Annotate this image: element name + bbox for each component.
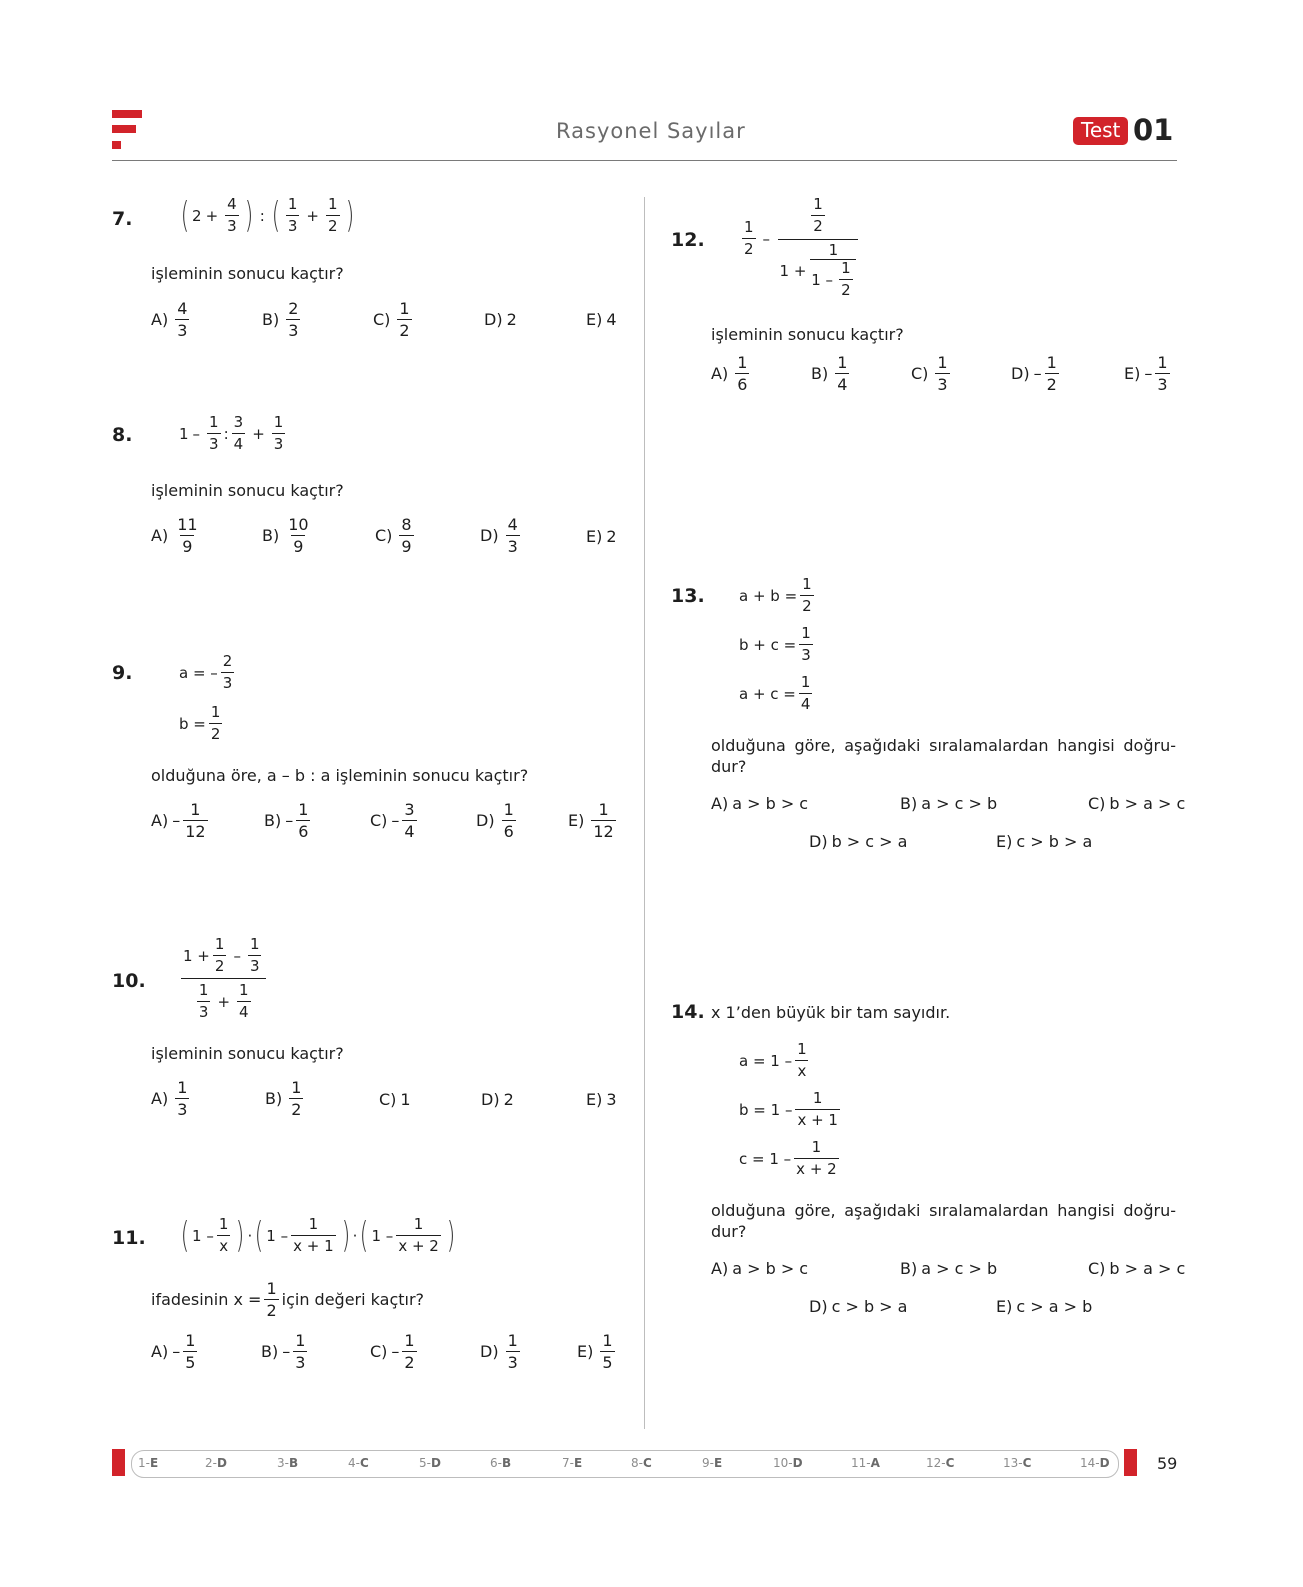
option-d[interactable]: D) 2 — [484, 310, 517, 329]
question-text: olduğuna öre, a – b : a işleminin sonucu kaçtır? — [151, 766, 529, 785]
q8-expression: 1 – $\frac{1}{3}$ : $\frac{3}{4}$ + $\frac{1}{3}$ — [179, 413, 284, 453]
math-term: 2 — [192, 206, 202, 225]
q13-equation: b + c = $\frac{1}{3}$ — [739, 624, 811, 664]
fraction: $\frac{3}{4}$ — [233, 413, 244, 453]
question-text: olduğuna göre, aşağıdaki sıralamalardan hangisi doğru-dur? — [711, 1201, 1176, 1241]
option-c[interactable]: C) $\frac{1}{2}$ — [373, 299, 410, 340]
paren-close: ) — [244, 194, 253, 236]
fraction: $\frac{1}{x + 2}$ — [398, 1215, 439, 1255]
q12-expression-lead: $\frac{1}{2}$ – — [744, 218, 771, 258]
option-b[interactable]: B) a > c > b — [900, 794, 998, 813]
question-number: 11. — [112, 1227, 146, 1249]
fraction: $\frac{1}{x + 1}$ — [293, 1215, 334, 1255]
option-c[interactable]: C) b > a > c — [1088, 794, 1186, 813]
q9-equation-a: a = – $\frac{2}{3}$ — [179, 652, 233, 692]
option-b[interactable]: B) a > c > b — [900, 1259, 998, 1278]
question-number: 7. — [112, 208, 133, 230]
column-divider — [644, 197, 645, 1429]
question-number: 8. — [112, 424, 133, 446]
option-d[interactable]: D) – $\frac{1}{2}$ — [1011, 353, 1057, 394]
q11-expression: ( 1 – $\frac{1}{x}$ ) · ( 1 – $\frac{1}{x + 1}$ ) · ( 1 – $\frac{1}{x + 2}$ ) — [180, 1214, 456, 1256]
option-a[interactable]: A) a > b > c — [711, 1259, 809, 1278]
q14-equation: b = 1 – $\frac{1}{x + 1}$ — [739, 1089, 838, 1129]
option-c[interactable]: C) 1 — [379, 1090, 411, 1109]
option-a[interactable]: A) $\frac{1}{3}$ — [151, 1078, 188, 1119]
option-c[interactable]: C) $\frac{1}{3}$ — [911, 353, 948, 394]
q14-equation: c = 1 – $\frac{1}{x + 2}$ — [739, 1138, 837, 1178]
fraction: $\frac{1}{3}$ — [209, 413, 219, 453]
paren-open: ( — [180, 194, 190, 236]
option-c[interactable]: C) b > a > c — [1088, 1259, 1186, 1278]
fraction: $\frac{1}{2}$ — [214, 935, 225, 975]
answer-key-item: 3-B — [277, 1456, 299, 1470]
option-b[interactable]: B) – $\frac{1}{6}$ — [264, 800, 309, 841]
question-number: 10. — [112, 970, 146, 992]
q13-equation: a + b = $\frac{1}{2}$ — [739, 575, 812, 615]
page-number: 59 — [1157, 1454, 1178, 1473]
fraction: $\frac{1}{2}$ — [328, 195, 338, 235]
fraction: $\frac{1}{2}$ — [813, 195, 823, 235]
q14-equation: a = 1 – $\frac{1}{x}$ — [739, 1040, 807, 1080]
q10-expression: 1 + $\frac{1}{2}$ – $\frac{1}{3}$ $\frac{1}{3}$ + $\frac{1}{4}$ — [181, 936, 266, 1021]
question-intro: x 1’den büyük bir tam sayıdır. — [711, 1003, 951, 1022]
option-e[interactable]: E) – $\frac{1}{3}$ — [1124, 353, 1168, 394]
option-c[interactable]: C) $\frac{8}{9}$ — [375, 515, 412, 556]
option-c[interactable]: C) – $\frac{1}{2}$ — [370, 1331, 415, 1372]
fraction: $\frac{1}{x}$ — [218, 1215, 229, 1255]
q9-equation-b: b = $\frac{1}{2}$ — [179, 703, 221, 743]
option-d[interactable]: D) $\frac{1}{3}$ — [480, 1331, 518, 1372]
math-operator: + — [205, 206, 219, 225]
test-number: 01 — [1133, 113, 1174, 147]
option-a[interactable]: A) $\frac{4}{3}$ — [151, 299, 188, 340]
option-c[interactable]: C) – $\frac{3}{4}$ — [370, 800, 415, 841]
math-operator: : — [259, 206, 265, 225]
fraction: $\frac{1}{3}$ — [249, 935, 260, 975]
option-e[interactable]: E) c > a > b — [996, 1297, 1093, 1316]
answer-key-item: 12-C — [926, 1456, 955, 1470]
question-number: 9. — [112, 662, 133, 684]
option-b[interactable]: B) $\frac{2}{3}$ — [262, 299, 299, 340]
header-divider — [112, 160, 1177, 161]
fraction: $\frac{1}{2}$ — [210, 703, 221, 743]
question-text: işleminin sonucu kaçtır? — [151, 264, 344, 283]
test-badge: Test — [1073, 117, 1128, 145]
option-e[interactable]: E) 2 — [586, 527, 617, 546]
option-b[interactable]: B) $\frac{10}{9}$ — [262, 515, 309, 556]
option-e[interactable]: E) 3 — [586, 1090, 617, 1109]
option-b[interactable]: B) $\frac{1}{4}$ — [811, 353, 848, 394]
answer-key-item: 8-C — [631, 1456, 652, 1470]
option-d[interactable]: D) $\frac{4}{3}$ — [480, 515, 518, 556]
question-text: olduğuna göre, aşağıdaki sıralamalardan hangisi doğru-dur? — [711, 736, 1176, 776]
answer-key-item: 13-C — [1003, 1456, 1032, 1470]
question-number: 12. — [671, 229, 705, 251]
option-e[interactable]: E) $\frac{1}{5}$ — [577, 1331, 613, 1372]
option-a[interactable]: A) $\frac{11}{9}$ — [151, 515, 198, 556]
fraction: $\frac{1}{2}$ — [266, 1279, 277, 1320]
answer-key-left-marker — [112, 1449, 125, 1476]
option-a[interactable]: A) $\frac{1}{6}$ — [711, 353, 748, 394]
option-e[interactable]: E) $\frac{1}{12}$ — [568, 800, 614, 841]
answer-key-item: 10-D — [773, 1456, 803, 1470]
q12-complex-fraction: $\frac{1}{2}$ 1 + 1 1 – $\frac{1}{2}$ — [778, 196, 858, 299]
fraction: $\frac{1}{3}$ — [273, 413, 284, 453]
fraction: $\frac{1}{2}$ — [841, 259, 851, 299]
option-d[interactable]: D) c > b > a — [809, 1297, 908, 1316]
option-e[interactable]: E) c > b > a — [996, 832, 1093, 851]
publisher-logo — [112, 110, 142, 152]
paren-open: ( — [271, 194, 281, 236]
page-title: Rasyonel Sayılar — [556, 119, 746, 143]
question-text: işleminin sonucu kaçtır? — [711, 325, 904, 344]
fraction: $\frac{4}{3}$ — [227, 195, 237, 235]
fraction: $\frac{1}{3}$ — [287, 195, 298, 235]
question-text: işleminin sonucu kaçtır? — [151, 1044, 344, 1063]
option-a[interactable]: A) a > b > c — [711, 794, 809, 813]
answer-key-item: 5-D — [419, 1456, 441, 1470]
question-text: ifadesinin x = $\frac{1}{2}$ için değeri kaçtır? — [151, 1279, 425, 1320]
answer-key-item: 11-A — [851, 1456, 880, 1470]
question-number: 13. — [671, 585, 705, 607]
q7-expression — [178, 196, 357, 235]
option-d[interactable]: D) 2 — [481, 1090, 514, 1109]
answer-key-right-marker — [1124, 1449, 1137, 1476]
fraction: $\frac{1}{2}$ — [744, 218, 754, 258]
question-number: 14. — [671, 1001, 705, 1023]
answer-key-item: 1-E — [138, 1456, 159, 1470]
answer-key-item: 14-D — [1080, 1456, 1110, 1470]
option-e[interactable]: E) 4 — [586, 310, 617, 329]
q13-equation: a + c = $\frac{1}{4}$ — [739, 673, 811, 713]
answer-key-item: 4-C — [348, 1456, 369, 1470]
option-b[interactable]: B) – $\frac{1}{3}$ — [261, 1331, 306, 1372]
answer-key-item: 9-E — [702, 1456, 723, 1470]
option-a[interactable]: A) – $\frac{1}{12}$ — [151, 800, 206, 841]
answer-key-item: 6-B — [490, 1456, 512, 1470]
paren-close: ) — [345, 194, 354, 236]
option-d[interactable]: D) $\frac{1}{6}$ — [476, 800, 514, 841]
fraction: $\frac{1}{3}$ — [198, 981, 209, 1021]
math-operator: + — [306, 206, 319, 225]
fraction: $\frac{2}{3}$ — [222, 652, 233, 692]
answer-key-item: 7-E — [562, 1456, 583, 1470]
answer-key-item: 2-D — [205, 1456, 227, 1470]
option-b[interactable]: B) $\frac{1}{2}$ — [265, 1078, 302, 1119]
option-d[interactable]: D) b > c > a — [809, 832, 908, 851]
question-text: işleminin sonucu kaçtır? — [151, 481, 344, 500]
fraction: $\frac{1}{4}$ — [239, 981, 249, 1021]
option-a[interactable]: A) – $\frac{1}{5}$ — [151, 1331, 196, 1372]
